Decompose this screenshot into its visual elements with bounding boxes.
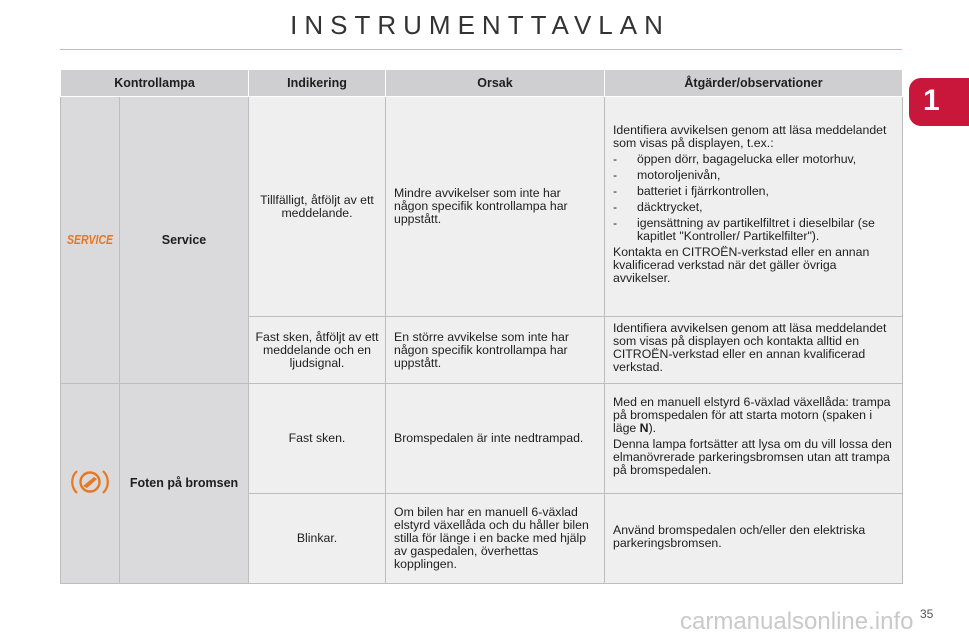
foot-on-brake-icon	[70, 467, 110, 497]
list-item-text: öppen dörr, bagagelucka eller motorhuv,	[637, 152, 857, 166]
list-item: - batteriet i fjärrkontrollen,	[613, 184, 769, 198]
service-warning-icon	[65, 230, 115, 248]
brake-lamp-cell	[61, 384, 120, 584]
header-atgarder: Åtgärder/observationer	[605, 70, 903, 97]
indication-cell: Tillfälligt, åtföljt av ett meddelande.	[249, 97, 386, 317]
cause-cell: Om bilen har en manuell 6-växlad elstyrd växellåda och du håller bilen stilla för länge i en backe med hjälp av gaspedalen, överhettas kopplingen.	[386, 494, 605, 584]
page-title: INSTRUMENTTAVLAN	[290, 10, 670, 40]
header-kontrollampa: Kontrollampa	[61, 70, 249, 97]
cause-cell: En större avvikelse som inte har någon specifik kontrollampa har uppstått.	[386, 317, 605, 384]
chapter-tab	[909, 78, 969, 126]
action-intro-end: ).	[648, 421, 657, 435]
action-outro: Kontakta en CITROËN-verkstad eller en annan kvalificerad verkstad när det gäller övriga avvikelser.	[613, 245, 870, 285]
list-item: - däcktrycket,	[613, 200, 703, 214]
action-intro	[613, 396, 896, 435]
indication-cell: Fast sken.	[249, 384, 386, 494]
header-indikering: Indikering	[249, 70, 386, 97]
action-intro: Identifiera avvikelsen genom att läsa meddelandet som visas på displayen, t.ex.:	[613, 123, 887, 150]
cause-cell: Mindre avvikelser som inte har någon specifik kontrollampa har uppstått.	[386, 97, 605, 317]
cause-cell: Bromspedalen är inte nedtrampad.	[386, 384, 605, 494]
action-outro: Denna lampa fortsätter att lysa om du vill lossa den elmanövrerade parkeringsbromsen utan att trampa på bromspedalen.	[613, 437, 892, 477]
list-item-text: batteriet i fjärrkontrollen,	[637, 184, 769, 198]
lamp-name-foot-on-brake: Foten på bromsen	[120, 384, 249, 584]
list-item: - motoroljenivån,	[613, 168, 721, 182]
list-item-text: däcktrycket,	[637, 200, 703, 214]
service-icon-text: SERVICE	[67, 231, 114, 247]
title-divider	[60, 49, 902, 50]
list-item: - öppen dörr, bagagelucka eller motorhuv,	[613, 152, 857, 166]
lamp-name-service: Service	[120, 97, 249, 384]
chapter-number: 1	[923, 84, 940, 117]
action-intro: Identifiera avvikelsen genom att läsa meddelandet som visas på displayen och kontakta alltid en CITROËN-verkstad eller en annan kvalificerad verkstad.	[613, 321, 887, 374]
action-intro: Använd bromspedalen och/eller den elektriska parkeringsbromsen.	[613, 522, 866, 550]
action-intro-text: Med en manuell elstyrd 6-växlad växellåda: trampa på bromspedalen för att starta motorn (spaken i läge	[613, 395, 891, 435]
indication-cell: Fast sken, åtföljt av ett meddelande och en ljudsignal.	[249, 317, 386, 384]
watermark: carmanualsonline.info	[680, 608, 914, 635]
gear-position: N	[639, 421, 649, 435]
action-cell	[605, 317, 903, 384]
action-cell	[605, 97, 903, 317]
list-item: - igensättning av partikelfiltret i dieselbilar (se kapitlet "Kontroller/ Partikelfilter").	[613, 216, 875, 243]
action-cell	[605, 384, 903, 494]
action-cell	[605, 494, 903, 584]
list-item-text: motoroljenivån,	[637, 168, 721, 182]
indication-cell: Blinkar.	[249, 494, 386, 584]
warning-lamp-table	[60, 69, 903, 584]
service-lamp-cell	[61, 97, 120, 384]
page-number: 35	[920, 607, 934, 621]
table-row	[61, 97, 903, 317]
list-item-text: igensättning av partikelfiltret i dieselbilar (se kapitlet "Kontroller/ Partikelfilter").	[637, 216, 875, 243]
table-header-row	[61, 70, 903, 97]
table-row	[61, 384, 903, 494]
header-orsak: Orsak	[386, 70, 605, 97]
action-list	[613, 153, 896, 243]
